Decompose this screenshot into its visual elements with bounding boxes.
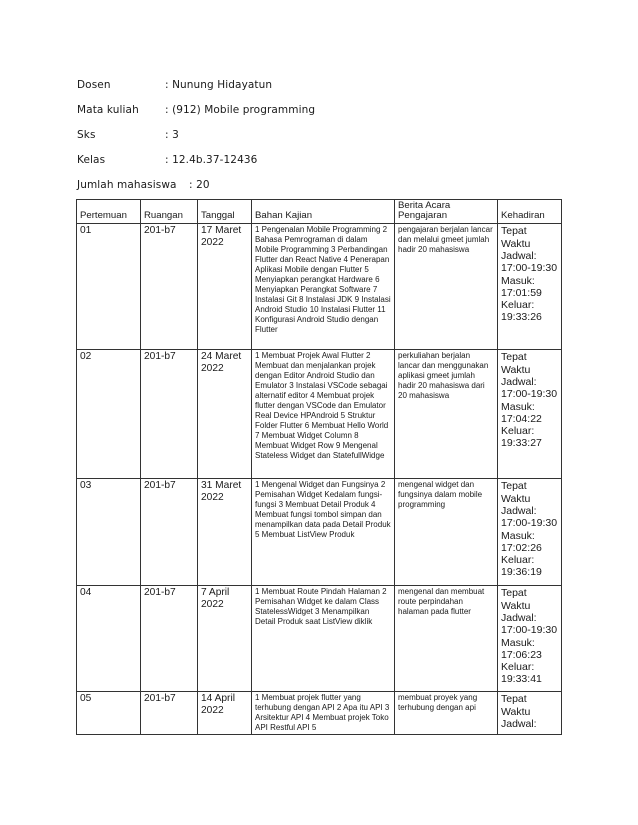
cell-pertemuan: 05 (77, 692, 141, 735)
cell-berita-acara: mengenal dan membuat route perpindahan halaman pada flutter (395, 586, 498, 692)
header-kehadiran: Kehadiran (498, 200, 562, 224)
info-jumlah-mahasiswa (77, 179, 210, 191)
table-row (77, 692, 562, 735)
mata-kuliah-label: Mata kuliah (77, 104, 139, 116)
cell-ruangan: 201-b7 (141, 479, 198, 586)
header-tanggal: Tanggal (198, 200, 252, 224)
cell-berita-acara: membuat proyek yang terhubung dengan api (395, 692, 498, 735)
cell-bahan-kajian: 1 Membuat Route Pindah Halaman 2 Pemisahan Widget ke dalam Class StatelessWidget 3 Menampilkan Detail Produk saat ListView diklik (252, 586, 395, 692)
cell-ruangan: 201-b7 (141, 350, 198, 479)
cell-ruangan: 201-b7 (141, 586, 198, 692)
header-bahan-kajian: Bahan Kajian (252, 200, 395, 224)
cell-tanggal: 24 Maret 2022 (198, 350, 252, 479)
info-dosen (77, 79, 272, 91)
cell-tanggal: 7 April 2022 (198, 586, 252, 692)
kelas-value: : 12.4b.37-12436 (165, 154, 258, 166)
cell-bahan-kajian: 1 Membuat Projek Awal Flutter 2 Membuat dan menjalankan projek dengan Editor Android Studio dan Emulator 3 Instalasi VSCode sebagai alternatif editor 4 Membuat projek flutter dengan VSCode dan Emulator Real Device HPAndroid 5 Struktur Folder Flutter 6 Membuat Hello World 7 Membuat Widget Column 8 Membuat Widget Row 9 Mengenal Stateless Widget dan StatefullWidge (252, 350, 395, 479)
cell-tanggal: 31 Maret 2022 (198, 479, 252, 586)
info-kelas (77, 154, 257, 166)
cell-berita-acara: mengenal widget dan fungsinya dalam mobile programming (395, 479, 498, 586)
cell-berita-acara: pengajaran berjalan lancar dan melalui gmeet jumlah hadir 20 mahasiswa (395, 224, 498, 350)
cell-kehadiran: Tepat Waktu Jadwal: 17:00-19:30 Masuk: 17:02:26 Keluar: 19:36:19 (498, 479, 562, 586)
cell-ruangan: 201-b7 (141, 692, 198, 735)
cell-berita-acara: perkuliahan berjalan lancar dan menggunakan aplikasi gmeet jumlah hadir 20 mahasiswa dari 20 mahasiswa (395, 350, 498, 479)
table-row (77, 224, 562, 350)
cell-bahan-kajian: 1 Pengenalan Mobile Programming 2 Bahasa Pemrograman di dalam Mobile Programming 3 Perbandingan Flutter dan React Native 4 Penerapan Aplikasi Mobile dengan Flutter 5 Menyiapkan perangkat Hardware 6 Menyiapkan Perangkat Software 7 Instalasi Git 8 Instalasi JDK 9 Instalasi Android Studio 10 Instalasi Flutter 11 Konfigurasi Android Studio dengan Flutter (252, 224, 395, 350)
header-ruangan: Ruangan (141, 200, 198, 224)
header-berita-acara: Berita Acara Pengajaran (395, 200, 498, 224)
cell-bahan-kajian: 1 Mengenal Widget dan Fungsinya 2 Pemisahan Widget Kedalam fungsi-fungsi 3 Membuat Detail Produk 4 Membuat fungsi tombol simpan dan menampilkan data pada Detail Produk 5 Membuat ListView Produk (252, 479, 395, 586)
dosen-value: : Nunung Hidayatun (165, 79, 273, 91)
cell-kehadiran: Tepat Waktu Jadwal: 17:00-19:30 Masuk: 17:01:59 Keluar: 19:33:26 (498, 224, 562, 350)
sks-label: Sks (77, 129, 96, 141)
dosen-label: Dosen (77, 79, 111, 91)
cell-kehadiran: Tepat Waktu Jadwal: 17:00-19:30 Masuk: 17:04:22 Keluar: 19:33:27 (498, 350, 562, 479)
cell-tanggal: 17 Maret 2022 (198, 224, 252, 350)
table-row (77, 479, 562, 586)
jumlah-label: Jumlah mahasiswa (77, 179, 177, 191)
info-sks (77, 129, 179, 141)
sks-value: : 3 (165, 129, 179, 141)
table-row (77, 586, 562, 692)
mata-kuliah-value: : (912) Mobile programming (165, 104, 316, 116)
kelas-label: Kelas (77, 154, 106, 166)
cell-kehadiran: Tepat Waktu Jadwal: (498, 692, 562, 735)
cell-pertemuan: 01 (77, 224, 141, 350)
cell-pertemuan: 03 (77, 479, 141, 586)
cell-ruangan: 201-b7 (141, 224, 198, 350)
table-header-row (77, 200, 562, 224)
cell-pertemuan: 02 (77, 350, 141, 479)
cell-kehadiran: Tepat Waktu Jadwal: 17:00-19:30 Masuk: 17:06:23 Keluar: 19:33:41 (498, 586, 562, 692)
cell-pertemuan: 04 (77, 586, 141, 692)
info-mata-kuliah (77, 104, 315, 116)
header-pertemuan: Pertemuan (77, 200, 141, 224)
jumlah-value: : 20 (189, 179, 210, 191)
cell-bahan-kajian: 1 Membuat projek flutter yang terhubung dengan API 2 Apa itu API 3 Arsitektur API 4 Membuat projek Toko API Restful API 5 (252, 692, 395, 735)
cell-tanggal: 14 April 2022 (198, 692, 252, 735)
table-row (77, 350, 562, 479)
attendance-table (76, 199, 562, 735)
